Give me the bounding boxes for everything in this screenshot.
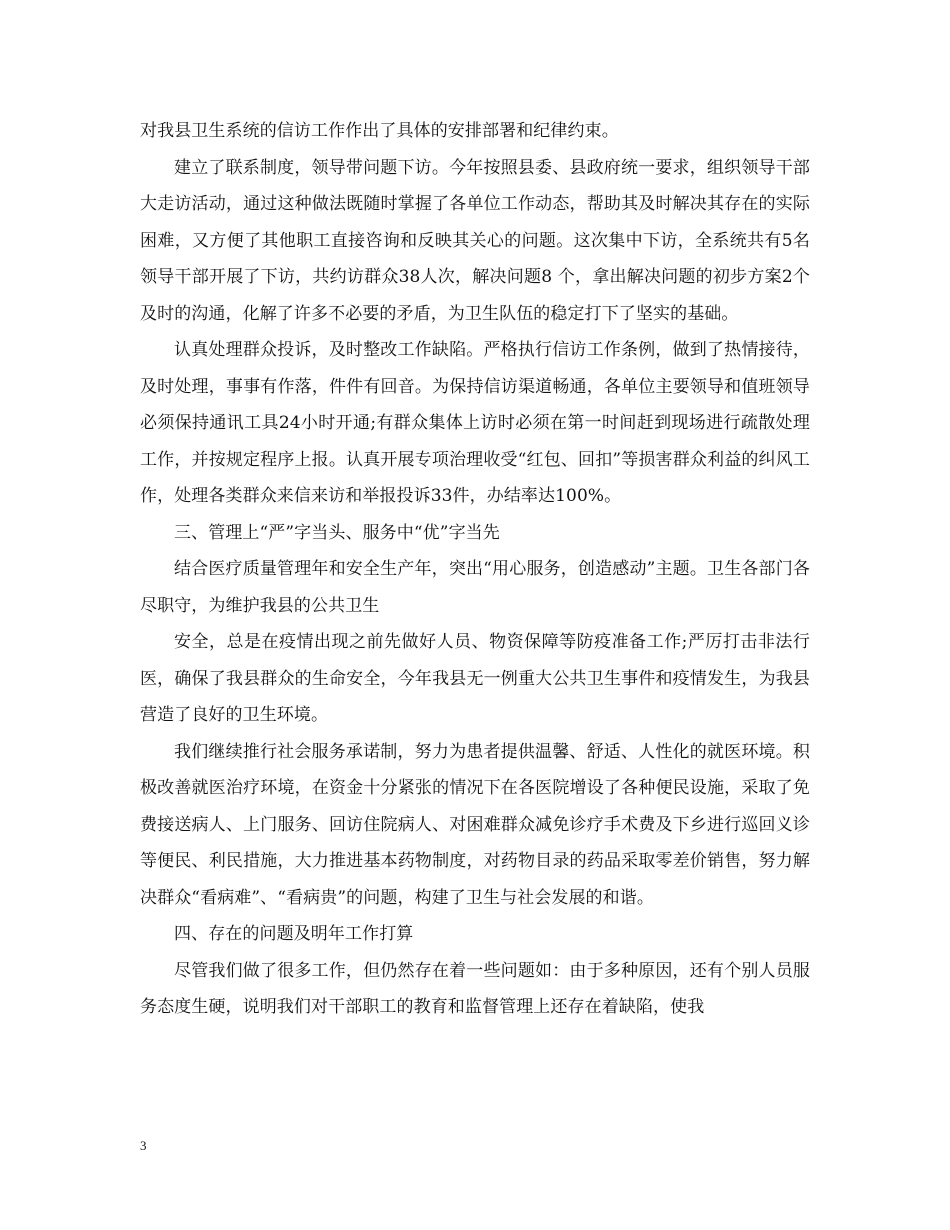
paragraph-quality-year: 结合医疗质量管理年和安全生产年，突出“用心服务，创造感动”主题。卫生各部门各尽职守，为维护我县的公共卫生 <box>140 559 810 616</box>
section-heading-4: 四、存在的问题及明年工作打算 <box>174 924 414 944</box>
paragraph-continuation: 对我县卫生系统的信访工作作出了具体的安排部署和纪律约束。 <box>140 121 619 141</box>
paragraph-service-commitment: 我们继续推行社会服务承诺制，努力为患者提供温馨、舒适、人性化的就医环境。积极改善就医治疗环境，在资金十分紧张的情况下在各医院增设了各种便民设施，采取了免费接送病人、上门服务、回访住院病人、对困难群众减免诊疗手术费及下乡进行巡回义诊等便民、利民措施，大力推进基本药物制度，对药物目录的药品采取零差价销售，努力解决群众“看病难”、“看病贵”的问题，构建了卫生与社会发展的和谐。 <box>140 741 810 908</box>
paragraph-safety: 安全，总是在疫情出现之前先做好人员、物资保障等防疫准备工作;严厉打击非法行医，确保了我县群众的生命安全，今年我县无一例重大公共卫生事件和疫情发生，为我县营造了良好的卫生环境。 <box>140 632 810 725</box>
section-heading-3: 三、管理上“严”字当头、服务中“优”字当先 <box>174 522 500 543</box>
paragraph-problems: 尽管我们做了很多工作，但仍然存在着一些问题如：由于多种原因，还有个别人员服务态度生硬，说明我们对干部职工的教育和监督管理上还存在着缺陷，使我 <box>140 960 810 1017</box>
page-number: 3 <box>140 1138 147 1153</box>
paragraph-contact-system: 建立了联系制度，领导带问题下访。今年按照县委、县政府统一要求，组织领导干部大走访活动，通过这种做法既随时掌握了各单位工作动态，帮助其及时解决其存在的实际困难，又方便了其他职工直接咨询和反映其关心的问题。这次集中下访，全系统共有5名领导干部开展了下访，共约访群众38人次，解决问题8 个，拿出解决问题的初步方案2个及时的沟通，化解了许多不必要的矛盾，为卫生队伍的稳定打下了坚实的基础。 <box>140 157 810 324</box>
document-body <box>140 113 810 1026</box>
paragraph-complaints: 认真处理群众投诉，及时整改工作缺陷。严格执行信访工作条例，做到了热情接待，及时处理，事事有作落，件件有回音。为保持信访渠道畅通，各单位主要领导和值班领导必须保持通讯工具24小时开通;有群众集体上访时必须在第一时间赶到现场进行疏散处理工作，并按规定程序上报。认真开展专项治理收受“红包、回扣”等损害群众利益的纠风工作，处理各类群众来信来访和举报投诉33件，办结率达100%。 <box>140 340 810 506</box>
